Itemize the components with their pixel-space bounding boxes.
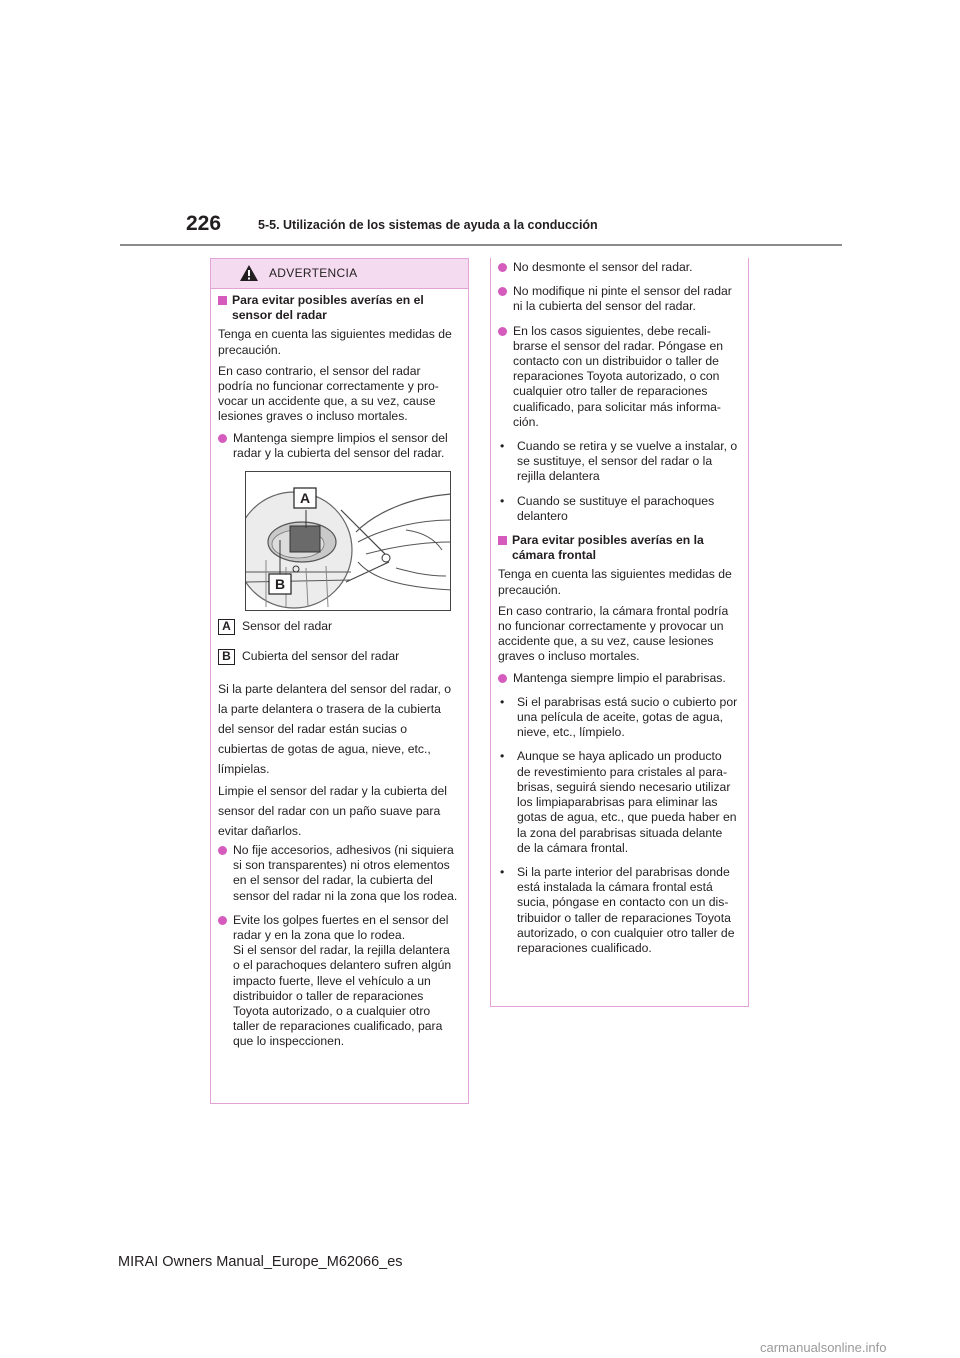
sub-bullet-mark: • [500, 439, 505, 454]
legend-item-b: B Cubierta del sensor del radar [218, 649, 458, 665]
round-bullet-icon [218, 846, 227, 855]
bullet-item: Mantenga siempre limpios el sensor del radar y la cubierta del sensor del radar. [218, 431, 458, 461]
section-title: 5-5. Utilización de los sistemas de ayuda a la conducción [258, 218, 598, 232]
warning-header [211, 259, 468, 289]
round-bullet-icon [498, 674, 507, 683]
square-bullet-icon [498, 536, 507, 545]
bullet-item: Evite los golpes fuertes en el sensor del radar y en la zona que lo rodea. Si el sensor del radar, la rejilla delantera o el parachoques delantero sufren algún impacto fuerte, lleve el vehículo a un distribuidor o taller de reparaciones Toyota autorizado, o a cualquier otro taller de reparaciones cualificado, para que lo inspeccionen. [218, 913, 458, 1050]
warning-title: ADVERTENCIA [269, 266, 358, 280]
paragraph: Tenga en cuenta las siguientes medidas de precaución. [498, 567, 732, 597]
label-b-box: B [218, 649, 235, 665]
sub-item: • Aunque se haya aplicado un producto de revestimiento para cristales al parabrisas, seguirá siendo necesario utilizar los limpiaparabrisas para eliminar las gotas de agua, etc., que pueda haber en la zona del parabrisas situada delante de la cámara frontal. [500, 749, 737, 855]
round-bullet-icon [498, 263, 507, 272]
watermark: carmanualsonline.info [760, 1340, 887, 1355]
section-heading-camera: Para evitar posibles averías en la cámara frontal [498, 533, 738, 563]
warning-content-left [211, 293, 468, 1059]
label-b: B [274, 576, 286, 593]
square-bullet-icon [218, 296, 227, 305]
header-divider [120, 244, 842, 246]
warning-box-right [490, 258, 749, 1007]
warning-triangle-icon [239, 264, 259, 282]
sub-item: • Cuando se retira y se vuelve a instalar, o se sustituye, el sensor del radar o la rejilla delantera [500, 439, 738, 484]
bullet-item: No desmonte el sensor del radar. [498, 260, 738, 275]
round-bullet-icon [498, 327, 507, 336]
paragraph: Limpie el sensor del radar y la cubierta del sensor del radar con un paño suave para evitar dañarlos. [218, 784, 447, 839]
warning-content-right [491, 260, 748, 965]
label-a-box: A [218, 619, 235, 635]
round-bullet-icon [218, 434, 227, 443]
footer-manual-name: MIRAI Owners Manual_Europe_M62066_es [118, 1254, 403, 1270]
car-front-illustration [246, 472, 451, 611]
sub-bullet-mark: • [500, 749, 505, 764]
paragraph: En caso contrario, la cámara frontal podría no funcionar correctamente y provocar un accidente que, a su vez, cause lesiones graves o incluso mortales. [498, 603, 729, 664]
radar-sensor-illustration [245, 471, 451, 611]
legend-item-a: A Sensor del radar [218, 619, 458, 635]
page-number: 226 [186, 212, 222, 235]
bullet-item: En los casos siguientes, debe recalibrarse el sensor del radar. Póngase en contacto con un distribuidor o taller de reparaciones Toyota autorizado, o con cualquier otro taller de reparaciones cualificado, para solicitar más información. [498, 324, 738, 430]
sub-bullet-mark: • [500, 864, 505, 879]
sub-item: • Si la parte interior del parabrisas donde está instalada la cámara frontal está sucia, póngase en contacto con un distribuidor o taller de reparaciones Toyota autorizado, o con cualquier otro taller de reparaciones cualificado. [500, 864, 735, 955]
bullet-item: No fije accesorios, adhesivos (ni siquiera si son transparentes) ni otros elementos en el sensor del radar, la cubierta del sensor del radar ni la zona que los rodea. [218, 843, 458, 904]
bullet-item: Mantenga siempre limpio el parabrisas. [498, 671, 738, 686]
sub-bullet-mark: • [500, 493, 505, 508]
label-a: A [299, 490, 311, 507]
sub-bullet-mark: • [500, 694, 505, 709]
paragraph: Si la parte delantera del sensor del radar, o la parte delantera o trasera de la cubierta del sensor del radar están sucias o cubiertas de gotas de agua, nieve, etc., límpielas. [218, 682, 452, 777]
round-bullet-icon [498, 287, 507, 296]
paragraph: Tenga en cuenta las siguientes medidas de precaución. [218, 327, 452, 357]
paragraph: En caso contrario, el sensor del radar podría no funcionar correctamente y provocar un accidente que, a su vez, cause lesiones graves o incluso mortales. [218, 363, 439, 424]
warning-box-left [210, 258, 469, 1104]
section-heading-radar: Para evitar posibles averías en el sensor del radar [218, 293, 458, 323]
round-bullet-icon [218, 916, 227, 925]
sub-item: • Cuando se sustituye el parachoques delantero [500, 493, 715, 523]
bullet-item: No modifique ni pinte el sensor del radar ni la cubierta del sensor del radar. [498, 284, 738, 314]
sub-item: • Si el parabrisas está sucio o cubierto por una película de aceite, gotas de agua, nieve, etc., límpielo. [500, 694, 738, 740]
